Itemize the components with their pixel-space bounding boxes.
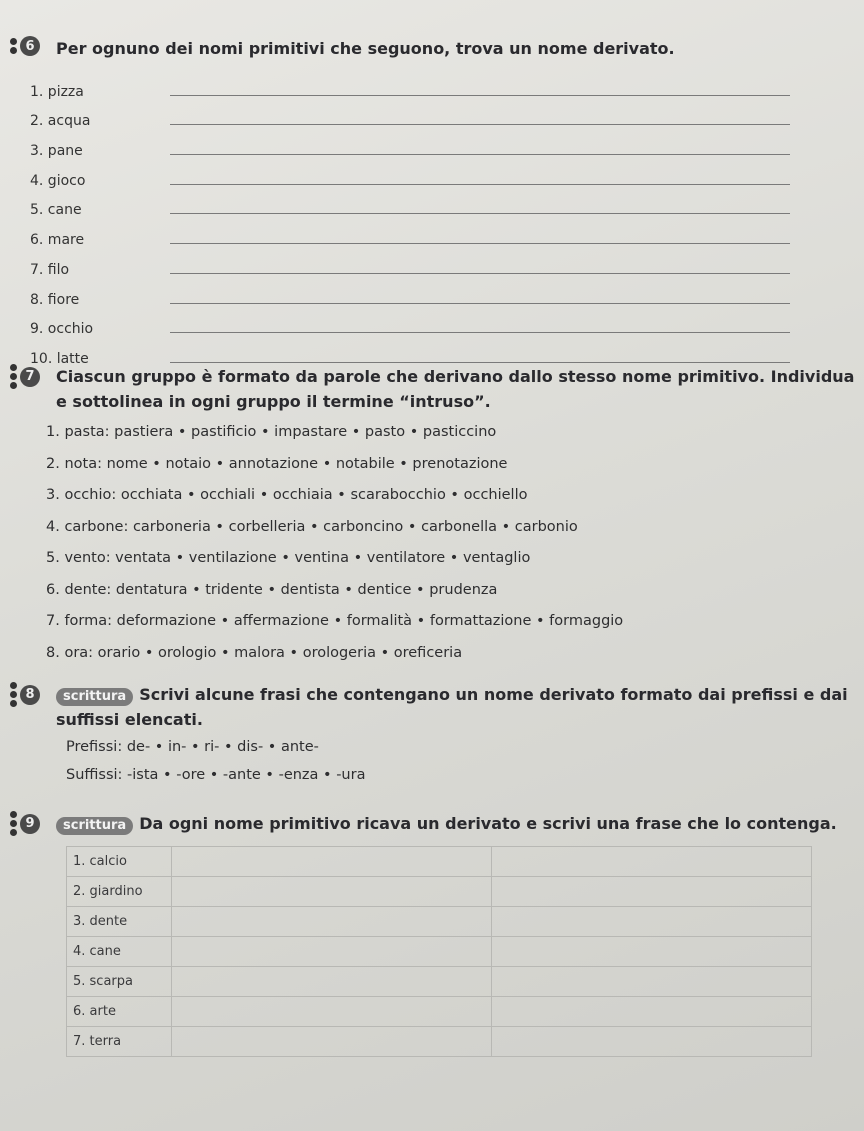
list-item: 2. acqua (30, 100, 790, 130)
answer-cell[interactable] (492, 1027, 812, 1057)
answer-cell[interactable] (172, 847, 492, 877)
suffissi-line: Suffissi: -ista • -ore • -ante • -enza • -ura (66, 767, 366, 783)
answer-line[interactable] (170, 95, 790, 96)
exercise-9-title: scrittura Da ogni nome primitivo ricava un derivato e scrivi una frase che lo contenga. (56, 811, 837, 836)
exercise-8-header (10, 682, 848, 732)
answer-line[interactable] (170, 303, 790, 304)
exercise-7-list (46, 424, 623, 676)
difficulty-dots-icon (10, 682, 17, 707)
list-item[interactable]: 4. carbone: carboneria • corbelleria • carboncino • carbonella • carbonio (46, 518, 578, 535)
answer-line[interactable] (170, 184, 790, 185)
list-item: 9. occhio (30, 308, 790, 338)
exercise-9-table (66, 846, 812, 1057)
answer-line[interactable] (170, 154, 790, 155)
exercise-7-header (10, 364, 854, 414)
answer-line[interactable] (170, 124, 790, 125)
table-row: 5. scarpa (67, 967, 812, 997)
difficulty-dots-icon (10, 38, 17, 54)
answer-cell[interactable] (492, 937, 812, 967)
exercise-number: 8 (20, 685, 40, 705)
list-item[interactable]: 1. pasta: pastiera • pastificio • impastare • pasto • pasticcino (46, 424, 497, 440)
answer-line[interactable] (170, 332, 790, 333)
list-item[interactable]: 7. forma: deformazione • affermazione • formalità • formattazione • formaggio (46, 613, 624, 629)
answer-cell[interactable] (172, 937, 492, 967)
exercise-9-header (10, 811, 837, 836)
answer-cell[interactable] (492, 967, 812, 997)
answer-line[interactable] (170, 362, 790, 363)
exercise-6-title: Per ognuno dei nomi primitivi che seguono, trova un nome derivato. (56, 39, 675, 58)
list-item[interactable]: 8. ora: orario • orologio • malora • orologeria • oreficeria (46, 644, 463, 661)
list-item: 8. fiore (30, 278, 790, 308)
answer-cell[interactable] (172, 997, 492, 1027)
answer-cell[interactable] (172, 967, 492, 997)
table-row: 4. cane (67, 937, 812, 967)
exercise-6-marker (10, 36, 56, 56)
answer-line[interactable] (170, 273, 790, 274)
exercise-8-title: scrittura Scrivi alcune frasi che contengano un nome derivato formato dai prefissi e dai suffissi elencati. (56, 685, 848, 729)
exercise-number: 7 (20, 367, 40, 387)
answer-cell[interactable] (172, 1027, 492, 1057)
answer-line[interactable] (170, 213, 790, 214)
list-item: 5. cane (30, 189, 790, 219)
list-item[interactable]: 2. nota: nome • notaio • annotazione • notabile • prenotazione (46, 455, 508, 472)
answer-cell[interactable] (492, 997, 812, 1027)
answer-cell[interactable] (492, 907, 812, 937)
list-item[interactable]: 3. occhio: occhiata • occhiali • occhiaia • scarabocchio • occhiello (46, 487, 528, 503)
table-row: 6. arte (67, 997, 812, 1027)
exercise-7-marker (10, 364, 56, 389)
list-item: 4. gioco (30, 159, 790, 189)
list-item: 1. pizza (30, 70, 790, 100)
answer-cell[interactable] (172, 907, 492, 937)
list-item[interactable]: 6. dente: dentatura • tridente • dentista • dentice • prudenza (46, 581, 498, 598)
prefissi-line: Prefissi: de- • in- • ri- • dis- • ante- (66, 739, 319, 755)
scrittura-badge: scrittura (56, 688, 133, 706)
table-row: 1. calcio (67, 847, 812, 877)
exercise-number: 9 (20, 814, 40, 834)
exercise-7-title: Ciascun gruppo è formato da parole che derivano dallo stesso nome primitivo. Individua e sottolinea in ogni gruppo il termine “intruso”. (56, 367, 855, 411)
list-item[interactable]: 5. vento: ventata • ventilazione • ventina • ventilatore • ventaglio (46, 550, 531, 566)
list-item: 10. latte (30, 337, 790, 367)
answer-cell[interactable] (492, 847, 812, 877)
scrittura-badge: scrittura (56, 817, 133, 835)
answer-line[interactable] (170, 243, 790, 244)
exercise-6-list (30, 70, 790, 367)
list-item: 7. filo (30, 248, 790, 278)
difficulty-dots-icon (10, 811, 17, 836)
table-row: 7. terra (67, 1027, 812, 1057)
list-item: 3. pane (30, 129, 790, 159)
table-row: 3. dente (67, 907, 812, 937)
exercise-6-header (10, 36, 675, 61)
exercise-8-marker (10, 682, 56, 707)
exercise-9-marker (10, 811, 56, 836)
exercise-number: 6 (20, 36, 40, 56)
table-row: 2. giardino (67, 877, 812, 907)
difficulty-dots-icon (10, 364, 17, 389)
list-item: 6. mare (30, 218, 790, 248)
answer-cell[interactable] (172, 877, 492, 907)
answer-cell[interactable] (492, 877, 812, 907)
